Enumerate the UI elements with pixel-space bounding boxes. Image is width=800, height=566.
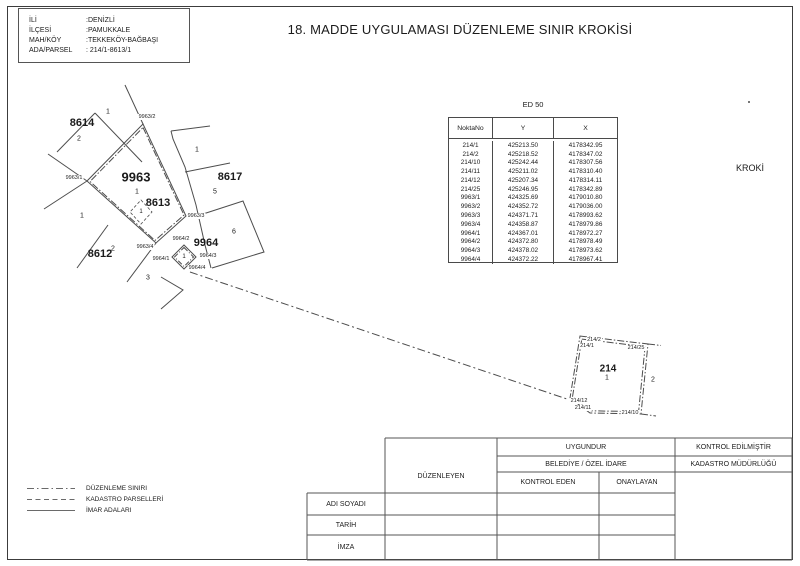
coord-cell: 424378.02 [493,246,554,255]
location-info-box [18,8,190,63]
coord-cell: 4178307.56 [568,159,603,167]
coord-cell: 214/12 [449,176,493,185]
coord-cell: 214/2 [449,150,493,159]
legend-label: KADASTRO PARSELLERİ [86,496,164,503]
legend-line-dashdot [27,488,75,489]
info-label: İLİ [29,17,37,24]
coord-cell: 4178314.11 [568,176,603,184]
approval-row-tarih: TARİH [335,521,357,529]
point-label-214-25: 214/25 [627,345,645,351]
coord-cell: 214/1 [449,141,493,150]
coord-cell: 424358.87 [493,220,554,229]
coord-cell: 9964/2 [449,237,493,246]
coord-table [448,117,618,263]
info-row-mahkoy [29,36,189,46]
coord-cell: 425242.44 [493,159,554,168]
approval-cell-onaylayan: ONAYLAYAN [616,479,658,486]
lot-no: 3 [146,274,150,282]
lot-no: 1 [605,374,609,382]
coord-cell: 4178310.40 [568,168,603,176]
coord-cell: 4178342.95 [568,141,603,149]
coord-cell: 9964/4 [449,255,493,264]
approval-cell-kontrol-eden: KONTROL EDEN [520,479,576,486]
point-label-214-2: 214/2 [587,337,601,343]
coord-cell: 424372.22 [493,255,554,264]
lot-no: 2 [651,376,655,384]
small-mark-dot [748,101,750,103]
coord-cell: 9963/3 [449,211,493,220]
coord-cell: 9963/2 [449,202,493,211]
coord-cell: 4178979.86 [568,220,603,228]
point-label-214-10: 214/10 [621,410,639,416]
lot-no: 1 [195,146,199,154]
info-label: İLÇESİ [29,27,52,34]
coord-col-x: X [583,124,588,132]
coord-cell: 214/11 [449,167,493,176]
coord-cell: 425213.50 [493,141,554,150]
approval-cell-belediye-ozel-idare: BELEDİYE / ÖZEL İDARE [545,460,627,468]
point-label-9963-2: 9963/2 [138,114,156,120]
coord-cell: 425246.95 [493,185,554,194]
info-value: :PAMUKKALE [86,27,131,34]
coord-table-body [449,139,617,264]
point-label-9964-2: 9964/2 [172,236,190,242]
coord-cell: 424325.69 [493,194,554,203]
lot-no: 1 [80,212,84,220]
coord-table-header [449,118,617,139]
point-label-214-12: 214/12 [570,398,588,404]
legend [27,483,207,516]
coord-table-title: ED 50 [522,100,544,109]
coord-cell: 424372.80 [493,237,554,246]
coord-cell: 424367.01 [493,229,554,238]
page-title: 18. MADDE UYGULAMASI DÜZENLEME SINIR KROKİSİ [287,22,633,37]
info-row-ili [29,16,189,26]
approval-cell-duzenleyen: DÜZENLEYEN [417,472,465,480]
coord-cell: 4178967.41 [568,255,603,263]
coord-cell: 425207.34 [493,176,554,185]
approval-row-imza: İMZA [337,544,355,551]
info-row-ilcesi [29,26,189,36]
lot-no: 5 [213,188,217,196]
parcel-label-9963: 9963 [121,169,151,185]
coord-cell: 4179010.80 [568,194,603,202]
coord-col-y: Y [493,118,554,138]
kroki-label: KROKİ [735,163,765,173]
point-label-9963-4: 9963/4 [136,244,154,250]
info-value: :TEKKEKÖY-BAĞBAŞI [86,37,159,44]
approval-cell-kadastro-mudurlugu: KADASTRO MÜDÜRLÜĞÜ [690,460,777,468]
coord-cell: 4178993.62 [568,212,603,219]
info-row-adaparsel [29,46,189,56]
legend-item [27,494,207,505]
coord-cell: 214/10 [449,159,493,168]
legend-item [27,483,207,494]
legend-label: İMAR ADALARI [86,507,132,514]
coord-cell: 4178978.49 [568,238,603,246]
parcel-label-9964: 9964 [193,237,219,249]
coord-cell: 425211.02 [493,167,554,176]
lot-no: 6 [232,228,236,236]
coord-cell: 9964/1 [449,229,493,238]
coord-cell: 9964/3 [449,246,493,255]
coord-cell: 425218.52 [493,150,554,159]
info-value: : 214/1-8613/1 [86,47,132,54]
parcel-label-8612: 8612 [87,248,113,260]
parcel-label-214: 214 [599,363,617,375]
lot-no: 1 [135,188,139,196]
info-label: ADA/PARSEL [29,47,73,54]
approval-row-adi-soyadi: ADI SOYADI [326,500,366,508]
lot-no: 1 [139,209,143,215]
lot-no: 2 [111,245,115,253]
legend-label: DÜZENLEME SINIRI [86,485,148,492]
lot-no: 1 [106,108,110,116]
coord-cell: 9963/4 [449,220,493,229]
parcel-label-8614: 8614 [69,117,95,129]
legend-line-solid [27,510,75,512]
parcel-label-8617: 8617 [217,171,243,183]
lot-no: 2 [77,135,81,143]
point-label-214-1: 214/1 [580,343,594,349]
point-label-9964-3: 9964/3 [199,253,217,259]
point-label-214-11: 214/11 [574,405,592,411]
coord-cell: 424371.71 [493,211,554,220]
info-value: :DENİZLİ [86,17,115,24]
coord-cell: 4178973.62 [568,247,603,255]
lot-no: 1 [182,254,186,260]
coord-cell: 4178347.02 [568,150,603,158]
point-label-9964-4: 9964/4 [188,265,206,271]
legend-item [27,505,207,516]
legend-line-dashed [27,499,75,500]
info-label: MAH/KÖY [29,37,62,44]
coord-cell: 424352.72 [493,202,554,211]
coord-cell: 4179036.00 [568,203,603,211]
point-label-9963-1: 9963/1 [65,175,83,181]
approval-cell-kontrol-edilmistir: KONTROL EDİLMİŞTİR [696,443,771,451]
coord-cell: 4178972.27 [568,229,603,237]
coord-cell: 4178342.89 [568,185,603,193]
coord-cell: 9963/1 [449,194,493,203]
parcel-label-8613: 8613 [145,197,171,209]
point-label-9964-1: 9964/1 [152,256,170,262]
point-label-9963-3: 9963/3 [187,213,205,219]
coord-col-noktano: NoktaNo [449,118,493,138]
coord-cell: 214/25 [449,185,493,194]
approval-cell-uygundur: UYGUNDUR [565,443,607,451]
